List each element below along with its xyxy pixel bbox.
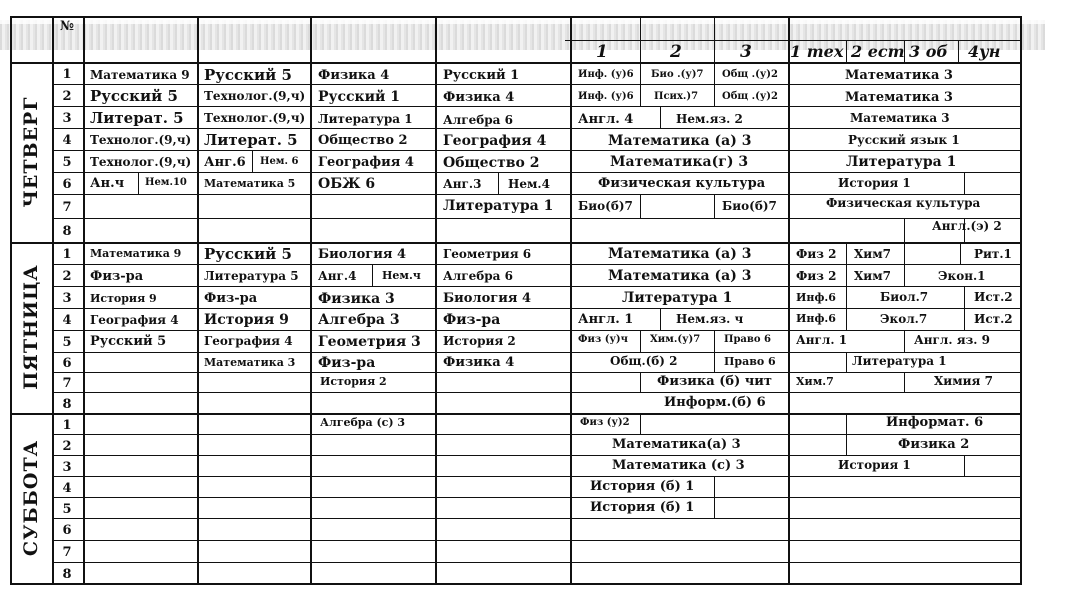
lesson-cell: Хим7 <box>854 247 891 261</box>
lesson-cell: Физика 4 <box>443 355 515 370</box>
lesson-cell: Общ .(у)2 <box>722 91 778 102</box>
lesson-cell: Физ (у)2 <box>580 417 630 428</box>
lesson-cell: Ан.ч <box>90 176 125 191</box>
grid-line <box>252 150 253 172</box>
lesson-cell: История 2 <box>443 334 516 348</box>
lesson-cell: Хим.(у)7 <box>650 334 701 345</box>
lesson-cell: Алгебра (с) 3 <box>320 416 406 429</box>
profile-header-tech: 1 тех <box>790 42 844 61</box>
lesson-cell: Литература 5 <box>204 269 299 283</box>
group-header-3: 3 <box>740 42 752 62</box>
lesson-cell: История 9 <box>204 312 289 328</box>
grid-line <box>640 413 641 434</box>
lesson-cell: Математика(а) 3 <box>612 437 741 452</box>
grid-line <box>904 372 905 392</box>
grid-line <box>640 194 641 218</box>
grid-line <box>83 16 85 585</box>
lesson-cell: Литература 1 <box>443 198 554 214</box>
lesson-cell: Физика 2 <box>898 437 970 452</box>
lesson-cell: Русский 1 <box>443 68 520 83</box>
grid-line <box>846 352 847 372</box>
lesson-cell: Инф.6 <box>796 291 836 304</box>
grid-line <box>498 172 499 194</box>
lesson-cell: ОБЖ 6 <box>318 176 376 192</box>
day-label-saturday: СУББОТА <box>20 439 42 557</box>
grid-line <box>435 16 437 585</box>
lesson-cell: Общество 2 <box>318 133 408 148</box>
lesson-cell: Математика(г) 3 <box>610 154 749 170</box>
lesson-cell: Физ-ра <box>443 312 501 328</box>
grid-line <box>714 62 715 106</box>
lesson-cell: Нем.10 <box>145 177 187 188</box>
lesson-cell: Физ-ра <box>318 355 376 371</box>
grid-line <box>1020 16 1022 585</box>
lesson-number: 5 <box>62 335 72 350</box>
lesson-cell: Физ (у)ч <box>578 334 628 345</box>
lesson-cell: Общество 2 <box>443 155 540 171</box>
grid-line <box>846 40 847 62</box>
lesson-cell: Технолог.(9,ч) <box>204 89 306 103</box>
lesson-number: 2 <box>62 439 72 454</box>
lesson-cell: Математика 3 <box>850 111 950 125</box>
grid-line <box>660 308 661 330</box>
lesson-number: 2 <box>62 89 72 104</box>
number-header: № <box>60 19 75 34</box>
grid-line <box>904 264 905 286</box>
lesson-cell: География 4 <box>204 334 293 348</box>
lesson-cell: Общ .(у)2 <box>722 69 778 80</box>
grid-line <box>10 583 1022 585</box>
grid-line <box>10 16 1022 18</box>
day-label-friday: ПЯТНИЦА <box>20 264 42 390</box>
lesson-number: 7 <box>62 200 72 215</box>
lesson-cell: Физика 4 <box>443 90 515 105</box>
lesson-cell: Русский язык 1 <box>848 133 960 147</box>
lesson-cell: Математика (а) 3 <box>608 268 752 284</box>
lesson-cell: Англ. 1 <box>796 333 848 347</box>
lesson-cell: Информат. 6 <box>886 415 984 430</box>
lesson-cell: Физ-ра <box>204 291 258 306</box>
lesson-number: 1 <box>62 418 72 433</box>
lesson-number: 5 <box>62 502 72 517</box>
lesson-number: 3 <box>62 291 72 306</box>
grid-line <box>197 16 199 585</box>
grid-line <box>904 242 905 264</box>
lesson-cell: Биология 4 <box>443 291 532 306</box>
lesson-number: 6 <box>62 356 72 371</box>
lesson-cell: Литература 1 <box>622 290 733 306</box>
lesson-cell: Физическая культура <box>598 176 766 191</box>
lesson-cell: Литература 1 <box>846 154 957 170</box>
grid-line <box>565 40 1022 41</box>
lesson-cell: Право 6 <box>724 355 776 368</box>
lesson-cell: Литература 1 <box>852 354 947 368</box>
lesson-cell: Технолог.(9,ч) <box>90 155 192 169</box>
lesson-number: 1 <box>62 247 72 262</box>
grid-line <box>10 16 12 585</box>
lesson-cell: География 4 <box>318 155 414 170</box>
grid-line <box>788 16 790 585</box>
grid-line <box>640 16 641 62</box>
lesson-cell: Инф. (у)6 <box>578 69 634 80</box>
lesson-number: 4 <box>62 313 72 328</box>
lesson-number: 6 <box>62 523 72 538</box>
lesson-number: 5 <box>62 155 72 170</box>
lesson-cell: Литерат. 5 <box>90 109 184 127</box>
lesson-cell: Информ.(б) 6 <box>664 395 766 410</box>
lesson-cell: Математика 3 <box>204 356 296 369</box>
lesson-cell: Технолог.(9,ч) <box>204 111 306 125</box>
lesson-cell: Нем.яз. ч <box>676 312 744 326</box>
profile-header-soc: 3 об <box>909 42 948 61</box>
lesson-cell: Биология 4 <box>318 247 407 262</box>
grid-line <box>570 16 572 585</box>
lesson-cell: Псих.)7 <box>654 91 699 102</box>
lesson-number: 3 <box>62 111 72 126</box>
lesson-cell: Англ. 4 <box>578 112 634 127</box>
lesson-cell: Инф.6 <box>796 312 836 325</box>
grid-line <box>964 286 965 330</box>
lesson-cell: Физ 2 <box>796 247 837 261</box>
lesson-cell: География 4 <box>90 313 179 327</box>
grid-line <box>904 330 905 352</box>
faded-header-mask <box>0 18 1045 24</box>
lesson-number: 8 <box>62 567 72 582</box>
lesson-cell: Англ. 1 <box>578 312 634 327</box>
day-label-thursday: ЧЕТВЕРГ <box>20 96 42 208</box>
lesson-cell: География 4 <box>443 133 547 149</box>
grid-line <box>10 62 1022 64</box>
grid-line <box>372 264 373 286</box>
profile-header-univ: 4ун <box>968 42 1001 61</box>
lesson-cell: Русский 1 <box>318 89 401 105</box>
lesson-cell: Математика 3 <box>845 90 953 105</box>
lesson-cell: Общ.(б) 2 <box>610 354 678 368</box>
lesson-cell: Экон.1 <box>938 269 986 283</box>
lesson-number: 3 <box>62 460 72 475</box>
lesson-cell: Ист.2 <box>974 312 1013 326</box>
grid-line <box>904 218 905 242</box>
lesson-cell: Алгебра 3 <box>318 312 400 328</box>
lesson-cell: Математика 5 <box>204 177 296 190</box>
lesson-cell: Био(б)7 <box>722 199 777 213</box>
group-header-2: 2 <box>670 42 682 62</box>
lesson-cell: Физ-ра <box>90 269 144 284</box>
lesson-cell: История 2 <box>320 375 387 388</box>
lesson-cell: Анг.4 <box>318 269 357 283</box>
lesson-cell: История (б) 1 <box>590 479 695 494</box>
grid-line <box>10 413 1022 415</box>
lesson-cell: Био .(у)7 <box>651 69 704 80</box>
lesson-cell: Физика 3 <box>318 291 395 307</box>
lesson-cell: Физ 2 <box>796 269 837 283</box>
lesson-cell: История 9 <box>90 292 157 305</box>
lesson-cell: Экол.7 <box>880 312 928 326</box>
grid-line <box>640 330 641 352</box>
grid-line <box>640 372 641 392</box>
lesson-cell: Алгебра 6 <box>443 113 513 127</box>
lesson-number: 4 <box>62 481 72 496</box>
lesson-cell: Физическая культура <box>826 196 981 210</box>
lesson-cell: Физика (б) чит <box>657 374 772 389</box>
lesson-cell: Русский 5 <box>204 245 292 263</box>
lesson-cell: Хим.7 <box>796 375 834 388</box>
grid-line <box>846 286 847 330</box>
lesson-cell: Анг.3 <box>443 177 482 191</box>
lesson-number: 2 <box>62 269 72 284</box>
lesson-cell: Нем. 6 <box>260 156 299 167</box>
lesson-number: 7 <box>62 376 72 391</box>
grid-line <box>660 106 661 128</box>
grid-line <box>714 330 715 352</box>
lesson-cell: Англ.(э) 2 <box>932 219 1002 233</box>
grid-line <box>964 172 965 194</box>
lesson-cell: Русский 5 <box>90 87 178 105</box>
lesson-cell: Хим7 <box>854 269 891 283</box>
lesson-number: 7 <box>62 545 72 560</box>
lesson-cell: Технолог.(9,ч) <box>90 133 192 147</box>
lesson-cell: Алгебра 6 <box>443 269 513 283</box>
lesson-cell: Математика (а) 3 <box>608 246 752 262</box>
lesson-cell: Математика (с) 3 <box>612 458 745 473</box>
lesson-cell: Математика 9 <box>90 247 182 260</box>
lesson-cell: Химия 7 <box>934 374 993 388</box>
lesson-cell: Рит.1 <box>974 247 1012 261</box>
lesson-number: 8 <box>62 397 72 412</box>
lesson-cell: Русский 5 <box>204 66 292 84</box>
grid-line <box>958 40 959 62</box>
grid-line <box>310 16 312 585</box>
lesson-cell: Анг.6 <box>204 155 246 170</box>
lesson-cell: Математика 3 <box>845 68 953 83</box>
lesson-cell: Ист.2 <box>974 290 1013 304</box>
grid-line <box>964 455 965 476</box>
grid-line <box>714 352 715 372</box>
lesson-number: 6 <box>62 177 72 192</box>
lesson-cell: Англ. яз. 9 <box>914 333 990 347</box>
lesson-cell: Био(б)7 <box>578 199 633 213</box>
lesson-cell: Математика (а) 3 <box>608 133 752 149</box>
lesson-cell: Русский 5 <box>90 334 167 349</box>
lesson-cell: Математика 9 <box>90 68 190 82</box>
grid-line <box>138 172 139 194</box>
grid-line <box>10 242 1022 244</box>
grid-line <box>714 476 715 518</box>
lesson-cell: Геометрия 3 <box>318 334 421 350</box>
lesson-cell: Нем.яз. 2 <box>676 112 743 126</box>
grid-line <box>960 242 961 264</box>
lesson-number: 8 <box>62 224 72 239</box>
grid-line <box>714 194 715 218</box>
grid-line <box>846 413 847 455</box>
lesson-cell: Нем.4 <box>508 177 550 191</box>
lesson-cell: Биол.7 <box>880 290 929 304</box>
lesson-cell: История (б) 1 <box>590 500 695 515</box>
grid-line <box>640 62 641 106</box>
lesson-cell: История 1 <box>838 458 911 472</box>
lesson-number: 1 <box>62 67 72 82</box>
grid-line <box>714 16 715 62</box>
lesson-cell: История 1 <box>838 176 911 190</box>
lesson-cell: Геометрия 6 <box>443 247 532 261</box>
lesson-cell: Литература 1 <box>318 112 413 126</box>
lesson-cell: Физика 4 <box>318 68 390 83</box>
grid-line <box>846 242 847 286</box>
lesson-cell: Литерат. 5 <box>204 131 298 149</box>
group-header-1: 1 <box>596 42 608 62</box>
lesson-number: 4 <box>62 133 72 148</box>
profile-header-nat: 2 ест <box>851 42 905 61</box>
lesson-cell: Нем.ч <box>382 269 421 282</box>
lesson-cell: Право 6 <box>724 334 771 345</box>
lesson-cell: Инф. (у)6 <box>578 91 634 102</box>
